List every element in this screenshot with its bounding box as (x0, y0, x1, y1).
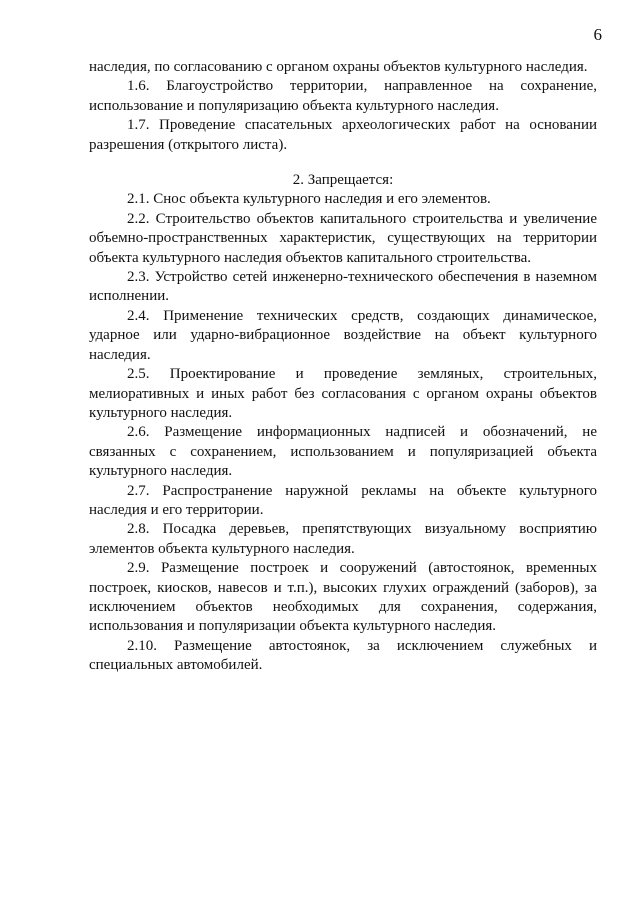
item-2-10: 2.10. Размещение автостоянок, за исключением служебных и специальных автомобилей. (89, 637, 597, 674)
document-body (89, 58, 597, 676)
item-2-1: 2.1. Снос объекта культурного наследия и его элементов. (127, 191, 491, 208)
item-2-6: 2.6. Размещение информационных надписей и обозначений, не связанных с сохранением, использованием и популяризацией объекта культурного наследия. (89, 424, 597, 480)
item-2-4: 2.4. Применение технических средств, создающих динамическое, ударное или ударно-вибрационное воздействие на объект культурного наследия. (89, 307, 597, 363)
item-1-6: 1.6. Благоустройство территории, направленное на сохранение, использование и популяризацию объекта культурного наследия. (89, 78, 597, 114)
continuation-paragraph: наследия, по согласованию с органом охраны объектов культурного наследия. (89, 59, 588, 75)
page-number: 6 (593, 25, 602, 44)
item-2-2: 2.2. Строительство объектов капитального строительства и увеличение объемно-пространственных характеристик, существующих на территории объекта культурного наследия объектов капитального строительства. (89, 210, 597, 266)
item-2-9: 2.9. Размещение построек и сооружений (автостоянок, временных построек, киосков, навесов и т.п.), высоких глухих ограждений (заборов), за исключением объектов необходимых для сохранения, содержания, использования и популяризации объекта культурного наследия. (89, 560, 597, 635)
item-2-8: 2.8. Посадка деревьев, препятствующих визуальному восприятию элементов объекта культурного наследия. (89, 521, 597, 557)
item-2-7: 2.7. Распространение наружной рекламы на объекте культурного наследия и его территории. (89, 482, 597, 518)
item-2-5: 2.5. Проектирование и проведение земляных, строительных, мелиоративных и иных работ без согласования с органом охраны объектов культурного наследия. (89, 366, 597, 421)
item-1-7: 1.7. Проведение спасательных археологических работ на основании разрешения (открытого листа). (89, 117, 597, 153)
section-heading: 2. Запрещается: (292, 172, 394, 189)
item-2-3: 2.3. Устройство сетей инженерно-технического обеспечения в наземном исполнении. (89, 269, 597, 305)
